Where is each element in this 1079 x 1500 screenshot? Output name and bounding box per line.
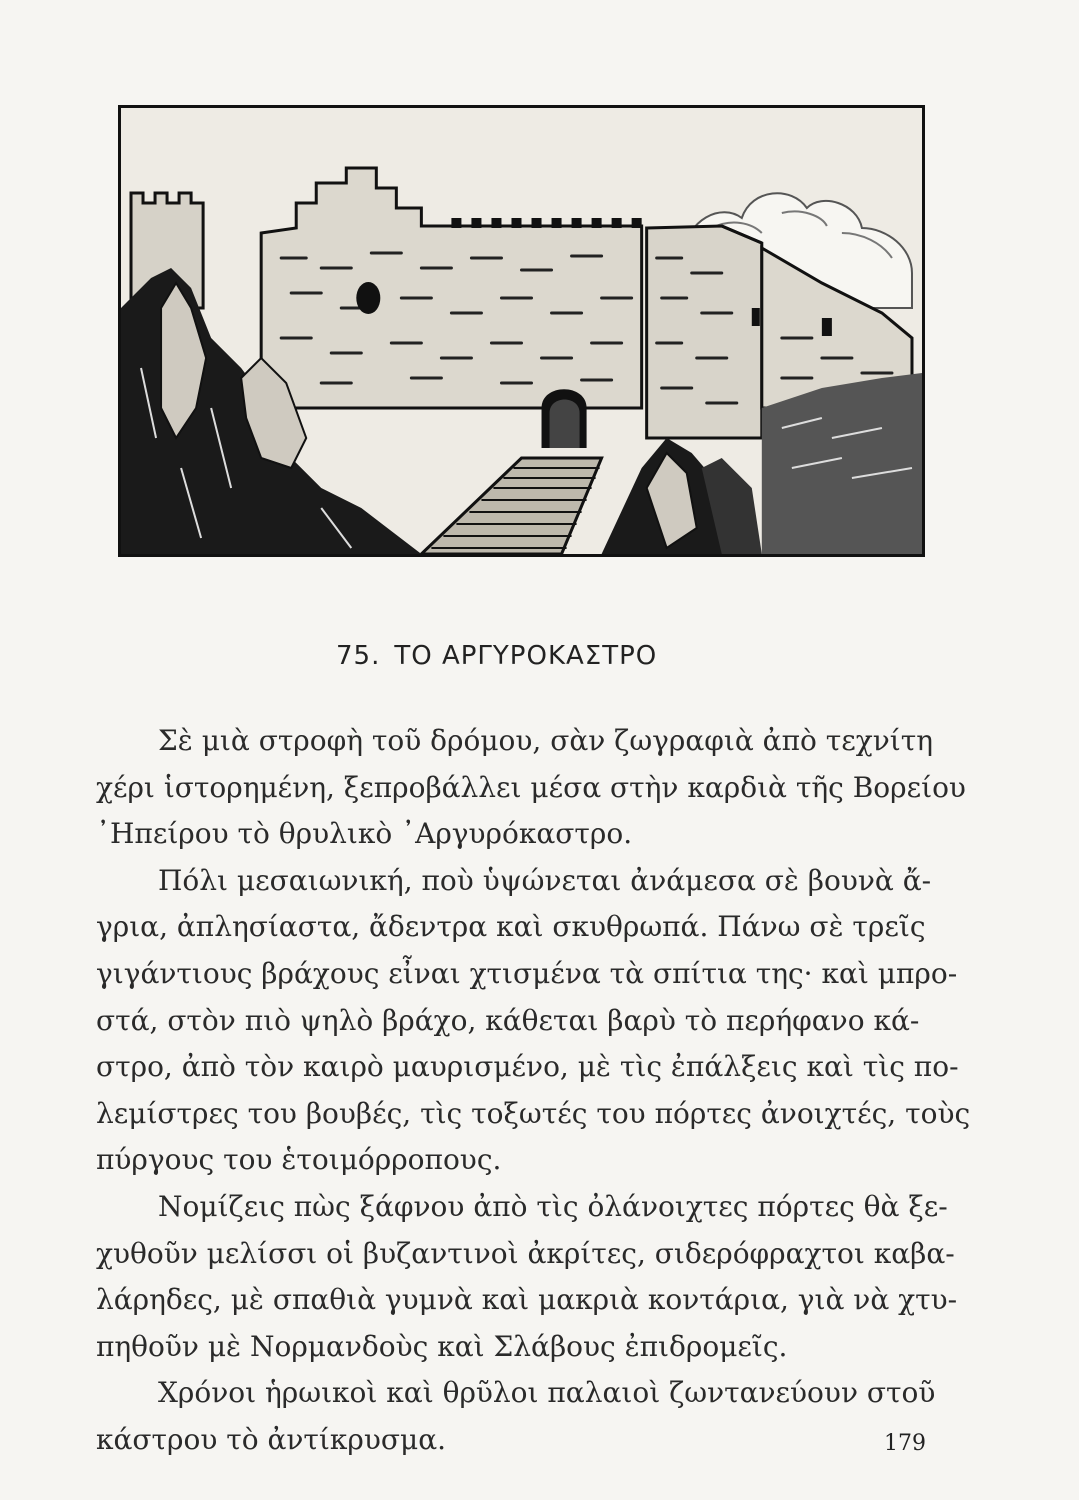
text-line: στά, στὸν πιὸ ψηλὸ βράχο, κάθεται βαρὺ τὸ περήφανο κά- [96,1003,920,1037]
chapter-heading [336,641,657,671]
text-line: Νομίζεις πὼς ξάφνου ἀπὸ τὶς ὀλάνοιχτες πόρτες θὰ ξε- [158,1189,948,1223]
text-line: χέρι ἱστορημένη, ξεπροβάλλει μέσα στὴν καρδιὰ τῆς Βορείου [96,770,966,804]
text-line: Σὲ μιὰ στροφὴ τοῦ δρόμου, σὰν ζωγραφιὰ ἀπὸ τεχνίτη [158,724,933,757]
text-line: Πόλι μεσαιωνική, ποὺ ὑψώνεται ἀνάμεσα σὲ βουνὰ ἄ- [158,863,932,897]
body-text [96,718,971,1464]
castle-illustration [118,105,925,557]
text-line: λεμίστρες του βουβές, τὶς τοξωτές του πόρτες ἀνοιχτές, τοὺς [96,1096,971,1130]
chapter-title: ΤΟ ΑΡΓΥΡΟΚΑΣΤΡΟ [394,641,658,671]
text-line: ᾿Ηπείρου τὸ θρυλικὸ ᾿Αργυρόκαστρο. [96,817,633,851]
text-line: πύργους του ἑτοιμόρροπους. [96,1143,502,1177]
text-line: πηθοῦν μὲ Νορμανδοὺς καὶ Σλάβους ἐπιδρομεῖς. [96,1329,788,1363]
text-line: στρο, ἀπὸ τὸν καιρὸ μαυρισμένο, μὲ τὶς ἐπάλξεις καὶ τὶς πο- [96,1050,959,1084]
text-line: χυθοῦν μελίσσι οἱ βυζαντινοὶ ἀκρίτες, σιδερόφραχτοι καβα- [96,1236,955,1270]
page-number: 179 [884,1431,926,1456]
text-line: γρια, ἀπλησίαστα, ἄδεντρα καὶ σκυθρωπά. Πάνω σὲ τρεῖς [96,910,926,944]
text-line: κάστρου τὸ ἀντίκρυσμα. [96,1422,446,1456]
castle-woodcut-image [121,108,922,554]
chapter-number: 75. [336,641,381,671]
text-line: λάρηδες, μὲ σπαθιὰ γυμνὰ καὶ μακριὰ κοντάρια, γιὰ νὰ χτυ- [96,1283,958,1317]
text-line: Χρόνοι ἡρωικοὶ καὶ θρῦλοι παλαιοὶ ζωντανεύουν στοῦ [158,1376,936,1410]
text-line: γιγάντιους βράχους εἶναι χτισμένα τὰ σπίτια της· καὶ μπρο- [96,956,958,990]
